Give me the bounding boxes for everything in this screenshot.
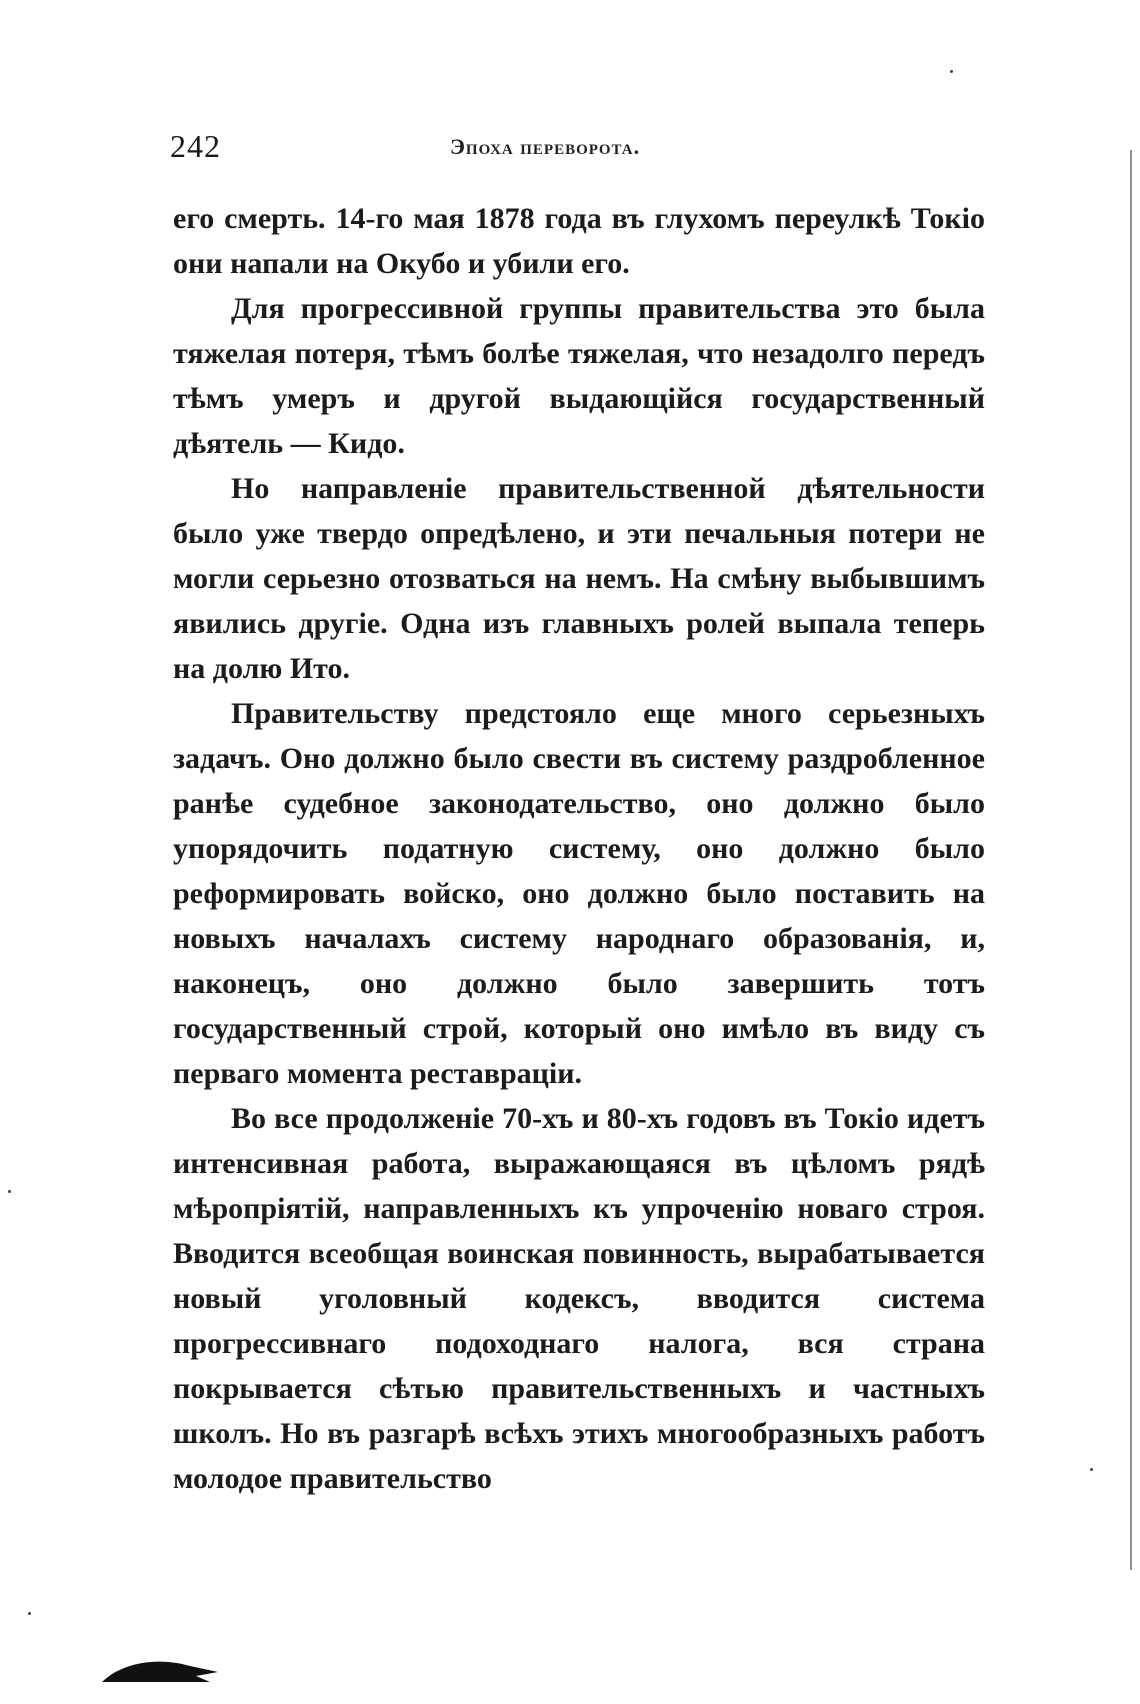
paragraph: Но направленіе правительственной дѣятельности было уже твердо опредѣлено, и эти печальныя потери не могли серьезно отозваться на немъ. На смѣну выбывшимъ явились другіе. Одна изъ главныхъ ролей выпала теперь на долю Ито. — [173, 472, 985, 685]
paragraph: Для прогрессивной группы правительства это была тяжелая потеря, тѣмъ болѣе тяжелая, что незадолго передъ тѣмъ умеръ и другой выдающійся государственный дѣятель — Кидо. — [173, 292, 985, 460]
paragraph: его смерть. 14-го мая 1878 года въ глухомъ переулкѣ Токіо они напали на Окубо и убили его. — [173, 202, 985, 280]
scan-speck — [950, 70, 953, 73]
running-title: Эпоха переворота. — [450, 134, 641, 159]
paragraph: Правительству предстояло еще много серьезныхъ задачъ. Оно должно было свести въ систему раздробленное ранѣе судебное законодательство, оно должно было упорядочить податную систему, оно должно было реформировать войско, оно должно было поставить на новыхъ началахъ систему народнаго образованія, и, наконецъ, оно должно было завершить тотъ государственный строй, который оно имѣло въ виду съ перваго момента реставраціи. — [173, 697, 985, 1090]
scan-speck — [1090, 1468, 1093, 1471]
ink-blot — [100, 1652, 220, 1686]
page-number: 242 — [170, 128, 221, 164]
scan-edge-line — [1130, 150, 1132, 1570]
page-header — [170, 128, 990, 168]
paragraph: Во все продолженіе 70-хъ и 80-хъ годовъ въ Токіо идетъ интенсивная работа, выражающаяся въ цѣломъ рядѣ мѣропріятій, направленныхъ къ упроченію новаго строя. Вводится всеобщая воинская повинность, вырабатывается новый уголовный кодексъ, вводится система прогрессивнаго подоходнаго налога, вся страна покрывается сѣтью правительственныхъ и частныхъ школъ. Но въ разгарѣ всѣхъ этихъ многообразныхъ работъ молодое правительство — [173, 1102, 985, 1495]
scan-speck — [28, 1612, 31, 1615]
body-text — [173, 196, 985, 1501]
scan-speck — [8, 1190, 11, 1193]
